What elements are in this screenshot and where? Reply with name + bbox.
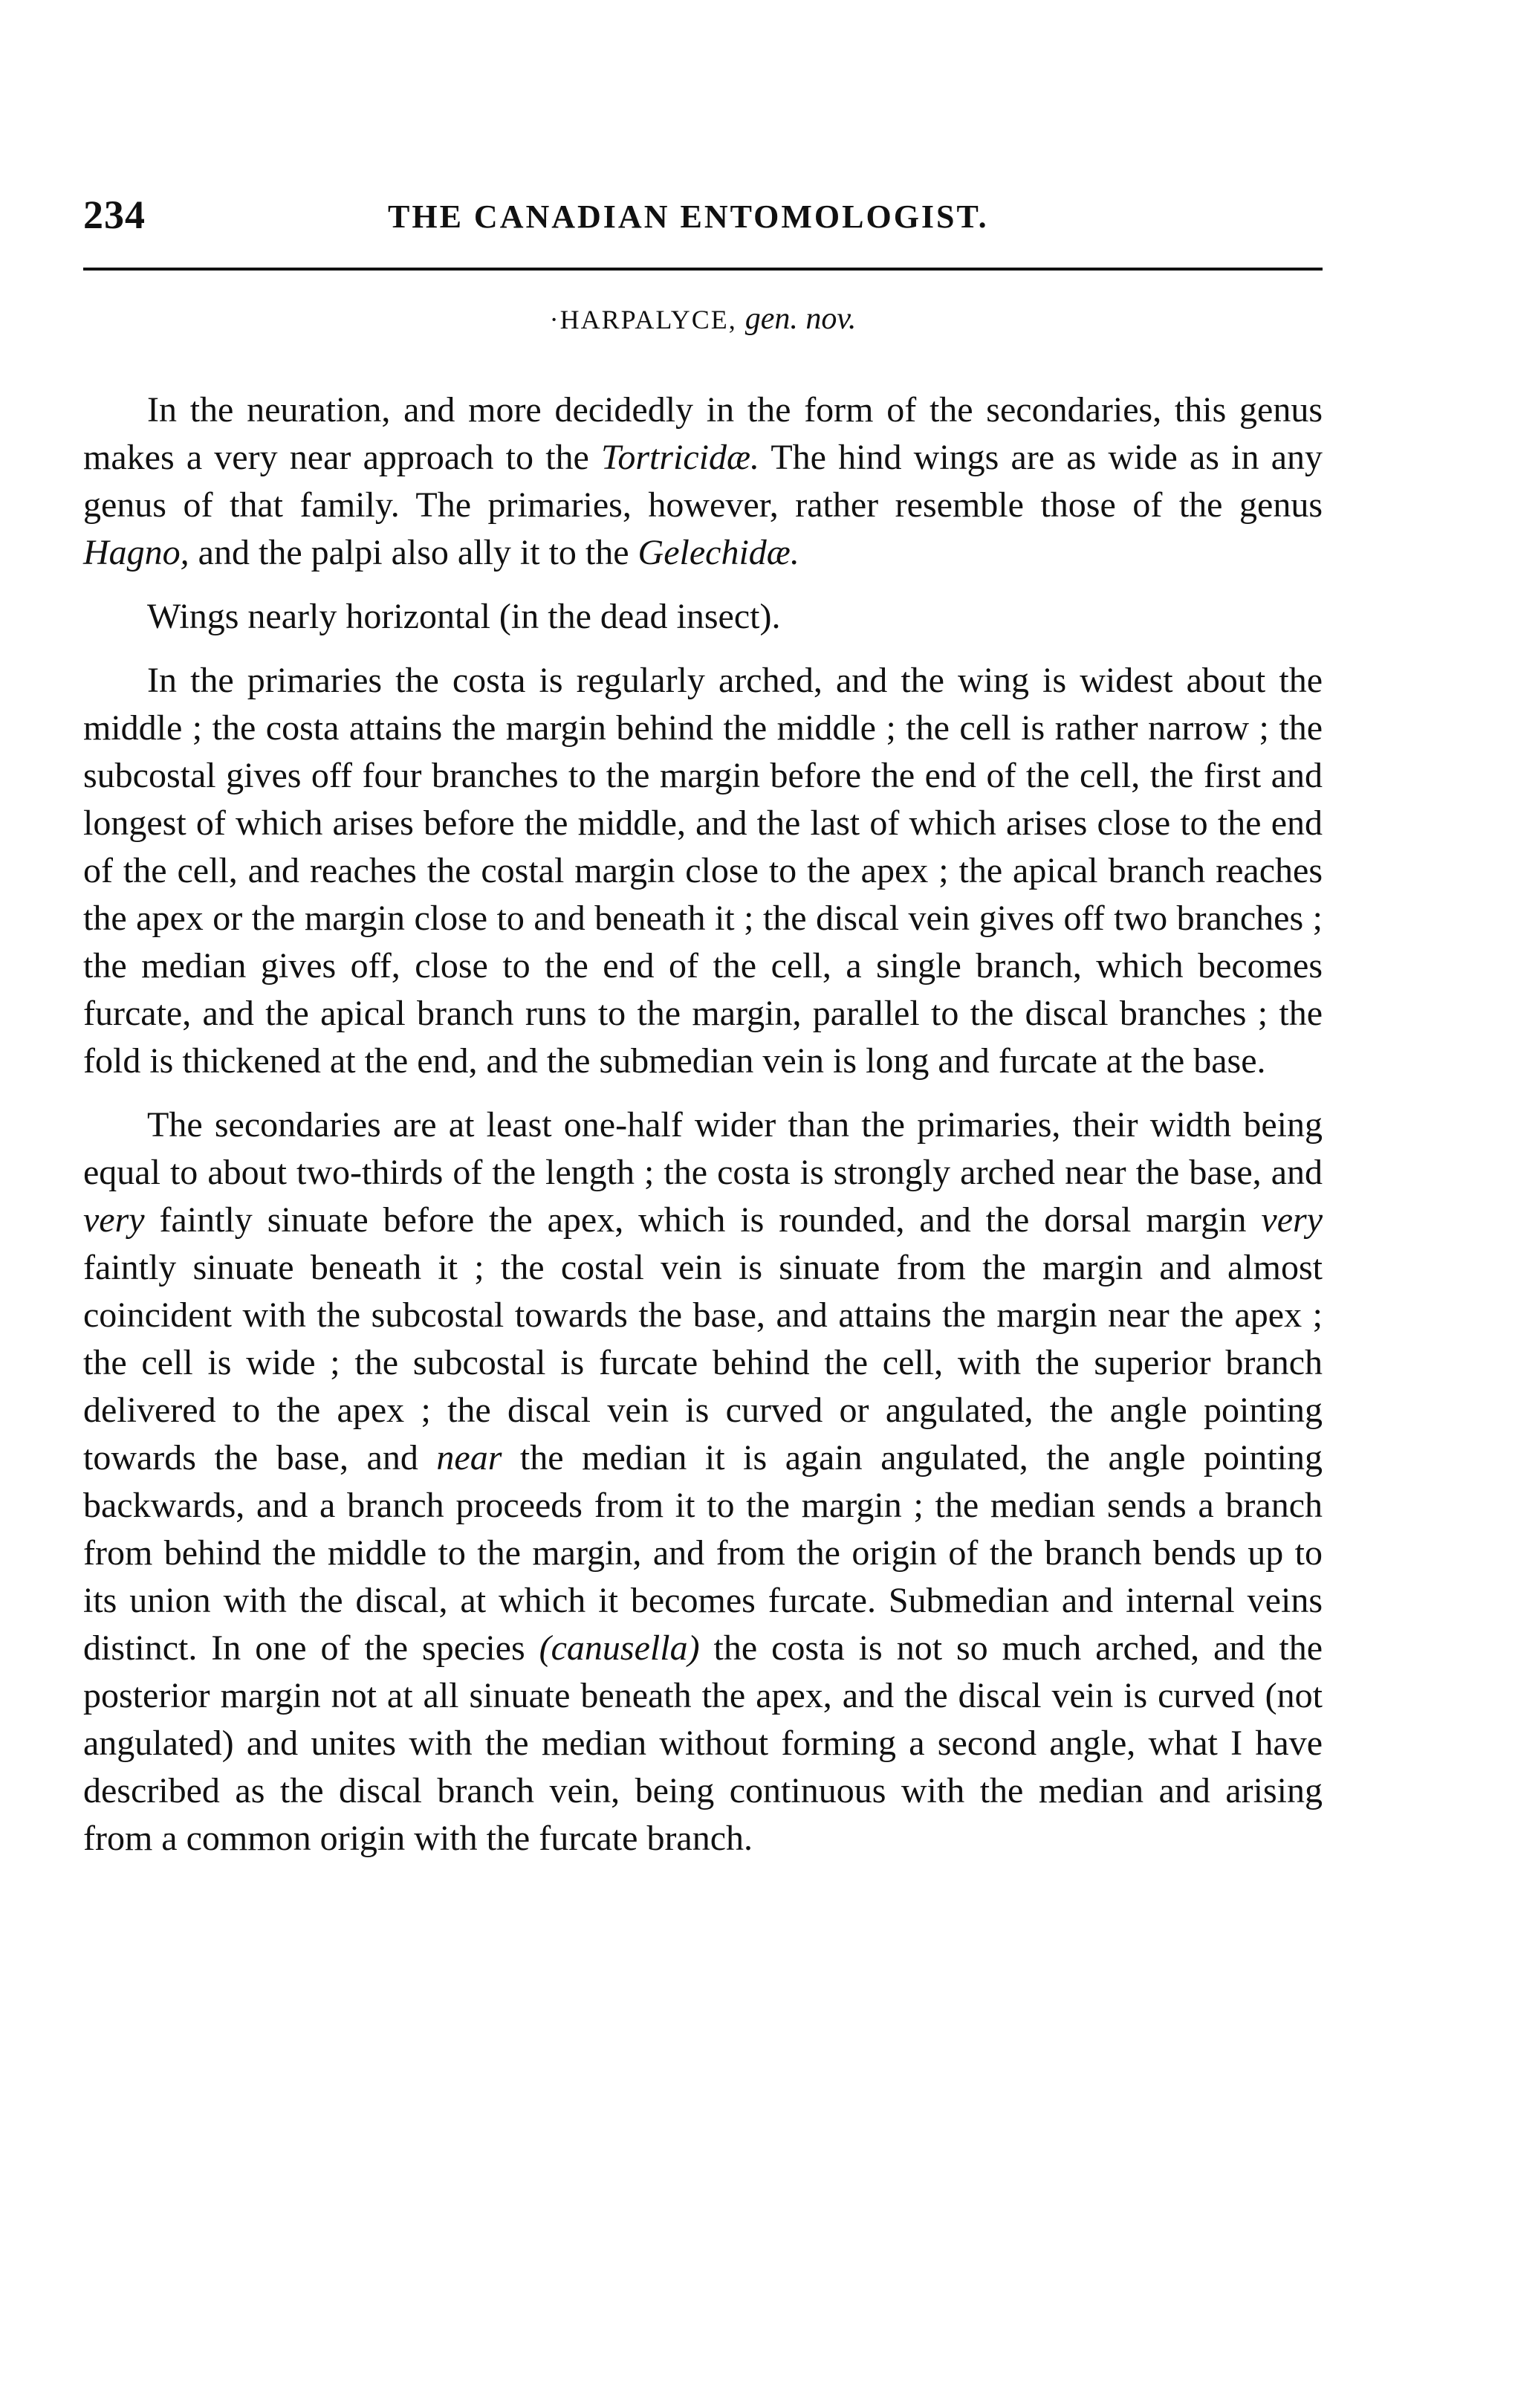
section-title	[83, 301, 1323, 337]
genus-note: gen. nov.	[744, 302, 857, 336]
species-name: (canusella)	[539, 1628, 700, 1668]
taxon-name: Gelechidæ.	[638, 533, 799, 572]
header-rule	[83, 268, 1323, 271]
paragraph-secondaries	[83, 1101, 1323, 1862]
text-run: and the palpi also ally it to the	[189, 533, 638, 572]
text-run: The hind wings are as wide as in any genus of that family. The primaries, however, rather resemble those of the genus	[83, 438, 1323, 525]
paragraph-wings: Wings nearly horizontal (in the dead insect).	[147, 597, 781, 636]
emphasis: very	[83, 1200, 145, 1240]
emphasis: near	[436, 1438, 502, 1478]
page-number: 234	[83, 192, 146, 237]
text-run: The secondaries are at least one-half wider than the primaries, their width being equal to about two-thirds of the length ; the costa is strongly arched near the base, and	[83, 1105, 1323, 1192]
genus-name: HARPALYCE,	[559, 305, 737, 334]
page-header	[83, 192, 1339, 244]
taxon-name: Tortricidæ.	[601, 438, 760, 477]
text-run: the costa is not so much arched, and the posterior margin not at all sinuate beneath the apex, and the discal vein is curved (not angulated) and unites with the median without forming a second angle, what I have described as the discal branch vein, being continuous with the median and arising from a common origin with the furcate branch.	[83, 1628, 1323, 1858]
text-run: faintly sinuate before the apex, which is rounded, and the dorsal margin	[144, 1200, 1262, 1240]
body-text	[83, 386, 1323, 1862]
taxon-name: Hagno,	[83, 533, 189, 572]
running-head: THE CANADIAN ENTOMOLOGIST.	[388, 198, 989, 235]
paragraph-intro	[83, 386, 1323, 577]
section-title-mark: ·	[549, 305, 560, 334]
paragraph-primaries: In the primaries the costa is regularly arched, and the wing is widest about the middle ; the costa attains the margin behind the middle ; the cell is rather narrow ; the subcostal gives off four branches to the margin before the end of the cell, the first and longest of which arises before the middle, and the last of which arises close to the end of the cell, and reaches the costal margin close to the apex ; the apical branch reaches the apex or the margin close to and beneath it ; the discal vein gives off two branches ; the median gives off, close to the end of the cell, a single branch, which becomes furcate, and the apical branch runs to the margin, parallel to the discal branches ; the fold is thickened at the end, and the submedian vein is long and furcate at the base.	[83, 661, 1323, 1081]
emphasis: very	[1261, 1200, 1323, 1240]
text-run: In the neuration, and more decidedly in the form of the secondaries, this genus makes a very near approach to the	[83, 390, 1323, 477]
text-run: faintly sinuate beneath it ; the costal vein is sinuate from the margin and almost coincident with the subcostal towards the base, and attains the margin near the apex ; the cell is wide ; the subcostal is furcate behind the cell, with the superior branch delivered to the apex ; the discal vein is curved or angulated, the angle pointing towards the base, and	[83, 1248, 1323, 1478]
text-run: the median it is again angulated, the angle pointing backwards, and a branch proceeds from it to the margin ; the median sends a branch from behind the middle to the margin, and from the origin of the branch bends up to its union with the discal, at which it becomes furcate. Submedian and internal veins distinct. In one of the species	[83, 1438, 1323, 1668]
